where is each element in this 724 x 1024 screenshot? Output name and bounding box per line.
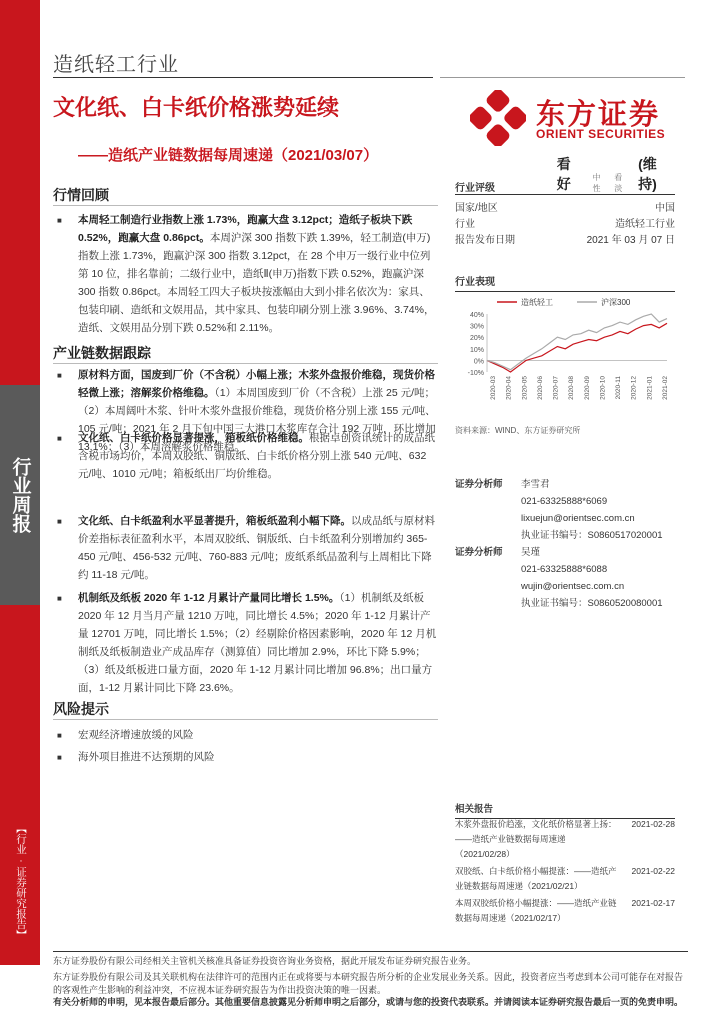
header-rule [53,77,433,78]
analyst-label: 证券分析师 [455,547,503,558]
related-item[interactable] [455,896,675,926]
series-line [487,314,667,370]
related-item-text[interactable]: 双胶纸、白卡纸价格小幅提涨：——造纸产业链数据每周速递（2021/02/21） [455,866,617,891]
bullet-icon: ■ [57,594,62,603]
sidebar-bottom-label: 【行业·证券研究报告】 [15,823,27,940]
rating-row [455,156,675,195]
y-tick-label: 10% [469,346,484,354]
x-tick-label: 2020-10 [599,376,607,400]
rating-bad: 看淡 [614,173,623,193]
bullet-icon: ■ [57,434,62,443]
chart-source: 资料来源：WIND、东方证券研究所 [455,426,581,435]
analyst-email[interactable]: lixuejun@orientsec.com.cn [521,513,635,524]
x-tick-label: 2020-08 [568,376,576,400]
info-value: 造纸轻工行业 [615,219,675,230]
review-paragraph [78,211,440,337]
logo-en: ORIENT SECURITIES [536,127,666,141]
x-tick-label: 2020-04 [505,376,513,400]
y-tick-label: 0% [473,358,484,366]
analyst [455,476,675,544]
bullet-icon: ■ [57,517,62,526]
chain-item [78,512,440,584]
review-bold: 本周轻工制造行业指数上涨 1.73%，跑赢大盘 3.12pct；造纸子板块下跌 0.52%，跑赢大盘 0.86pct。 [78,214,413,244]
sidebar-label: 行业周报 [9,457,31,533]
series-line [487,323,667,372]
analyst-email[interactable]: wujin@orientsec.com.cn [521,581,625,592]
rating-good: 看好 [556,156,571,192]
header-rule-right [440,77,685,78]
bullet-icon: ■ [57,371,62,380]
section-title-chain: 产业链数据跟踪 [53,345,151,361]
related-item-date: 2021-02-17 [631,898,675,908]
legend-label: 造纸轻工 [521,298,553,307]
analyst-cert: 执业证书编号：S0860517020001 [521,530,663,541]
chain-item-text: （1）机制纸及纸板 2020 年 12 月当月产量 1210 万吨，同比增长 4.5%；2020 年 1-12 月累计产量 12701 万吨，同比增长 1.5%；（2）经剔除价格因素影响，2020 年 12 月机制纸及纸板制造业产成品库存（测算值）同比增加 2.9%，环比下降 5.9%；（3）纸及纸板进口量方面，2020 年 1-12 月累计同比增加 96.8%；出口量方面，1-12 月累计同比下降 23.6%。 [78,592,437,694]
analyst-phone: 021-63325888*6069 [521,496,608,507]
chain-item-text: 以成品纸与原材料价差指标表征盈利水平，本周双胶纸、铜版纸、白卡纸盈利分别增加约 365-450 元/吨、456-532 元/吨、760-883 元/吨；废纸系纸品盈利与上周相比下降约 11-18 元/吨。 [78,515,435,581]
chain-item-text: （1）本周国废到厂价（不含税）上涨 25 元/吨；（2）本周阔叶木浆、针叶木浆外盘报价维稳，现货价格分别上涨 155 元/吨、105 元/吨；2021 年 2 月下旬中国三大港口木浆库存合计 192 万吨，环比增加 13.1%；（3）本周溶解浆价格维稳。 [78,387,436,453]
x-tick-label: 2020-07 [552,376,560,400]
info-value: 中国 [655,203,675,214]
related-title: 相关报告 [455,801,675,819]
info-table [455,201,675,249]
info-key: 行业 [455,219,475,230]
y-tick-label: 20% [469,335,484,343]
logo-mark-icon [470,90,526,146]
performance-chart [455,292,675,412]
section-rule [53,719,438,720]
analyst-cert: 执业证书编号：S0860520080001 [521,598,663,609]
x-tick-label: 2020-11 [615,376,623,400]
risk-item: 宏观经济增速放缓的风险 [78,729,194,741]
chain-item-bold: 原材料方面，国废到厂价（不含税）小幅上涨；木浆外盘报价维稳，现货价格轻微上涨；溶解浆价格维稳。 [78,369,435,399]
x-tick-label: 2021-02 [662,376,669,400]
related-item-date: 2021-02-28 [631,819,675,829]
info-value: 2021 年 03 月 07 日 [586,235,675,246]
x-tick-label: 2020-06 [536,376,544,400]
section-rule [53,205,438,206]
risk-item: 海外项目推进不达预期的风险 [78,751,215,763]
bullet-icon: ■ [57,753,62,762]
chain-item-bold: 文化纸、白卡纸价格显著提涨，箱板纸价格维稳。 [78,432,309,444]
chain-item [78,589,440,697]
related-item-date: 2021-02-22 [631,866,675,876]
related-list [455,817,675,926]
related-item-text[interactable]: 本周双胶纸价格小幅提涨：——造纸产业链数据每周速递（2021/02/17） [455,898,617,923]
info-row [455,217,675,233]
page-title: 文化纸、白卡纸价格涨势延续 [53,95,340,120]
y-tick-label: 30% [469,323,484,331]
legend-label: 沪深300 [601,298,631,307]
bullet-icon: ■ [57,731,62,740]
x-tick-label: 2020-05 [521,376,529,400]
disclaimer-line3: 有关分析师的申明，见本报告最后部分。其他重要信息披露见分析师申明之后部分，或请与您的投资代表联系。并请阅读本证券研究报告最后一页的免责申明。 [53,997,684,1007]
info-row [455,233,675,249]
analyst-phone: 021-63325888*6088 [521,564,608,575]
chart-title: 行业表现 [455,273,675,292]
section-rule [53,363,438,364]
analyst [455,544,675,612]
info-key: 报告发布日期 [455,235,515,246]
related-item[interactable] [455,864,675,894]
info-key: 国家/地区 [455,203,498,214]
x-tick-label: 2020-12 [630,376,638,400]
analysts-block [455,476,675,612]
related-item-text[interactable]: 木浆外盘报价趋涨，文化纸价格显著上扬：——造纸产业链数据每周速递（2021/02/28） [455,819,617,859]
chain-item [78,429,440,483]
y-tick-label: 40% [469,312,484,319]
analyst-name: 李雪君 [521,479,550,490]
analyst-name: 吴瑾 [521,547,541,558]
review-text: 本周沪深 300 指数下跌 1.39%，轻工制造(申万)指数上涨 1.73%，跑赢沪深 300 指数 3.12pct，在 28 个申万一级行业中位列第 10 位，排名靠前；二级行业中，造纸Ⅱ(申万)指数下跌 0.52%，跑赢沪深 300 指数 0.86pct。本周轻工四大子板块按涨幅由大到小排名依次为：家具、包装印刷、造纸和文娱用品，其中家具、包装印刷分别上涨 3.96%、3.74%，造纸、文娱用品分别下跌 0.52%和 2.11%。 [78,232,435,334]
section-title-review: 行情回顾 [53,187,109,203]
disclaimer-line1: 东方证券股份有限公司经相关主管机关核准具备证券投资咨询业务资格，据此开展发布证券研究报告业务。 [53,956,477,966]
x-tick-label: 2021-01 [646,376,654,400]
section-title-risk: 风险提示 [53,701,109,717]
footer-rule [53,951,688,952]
x-tick-label: 2020-03 [490,376,497,400]
logo-cn: 东方证券 [536,99,661,131]
chain-item-text: 根据卓创资讯统计的成品纸含税市场均价，本周双胶纸、铜版纸、白卡纸价格分别上涨 540 元/吨、632 元/吨、1010 元/吨；箱板纸出厂均价维稳。 [78,432,435,480]
related-item[interactable] [455,817,675,862]
y-tick-label: -10% [467,370,484,377]
rating-hold: (维持) [638,156,657,192]
x-tick-label: 2020-09 [583,376,591,400]
sidebar-top-band [0,0,40,385]
chain-item-bold: 机制纸及纸板 2020 年 1-12 月累计产量同比增长 1.5%。 [78,592,340,604]
bullet-icon: ■ [57,216,62,225]
rating-neutral: 中性 [592,173,601,193]
chain-item-bold: 文化纸、白卡纸盈利水平显著提升，箱板纸盈利小幅下降。 [78,515,351,527]
analyst-label: 证券分析师 [455,479,503,490]
info-row [455,201,675,217]
rating-label: 行业评级 [455,183,495,194]
page-subtitle: ——造纸产业链数据每周速递（2021/03/07） [78,147,379,164]
industry-heading: 造纸轻工行业 [53,54,179,76]
disclaimer-line2: 东方证券股份有限公司及其关联机构在法律许可的范围内正在或将要与本研究报告所分析的企业发展业务关系。因此，投资者应当考虑到本公司可能存在对报告的客观性产生影响的利益冲突，不应视本证券研究报告为作出投资决策的唯一因素。 [53,972,684,995]
